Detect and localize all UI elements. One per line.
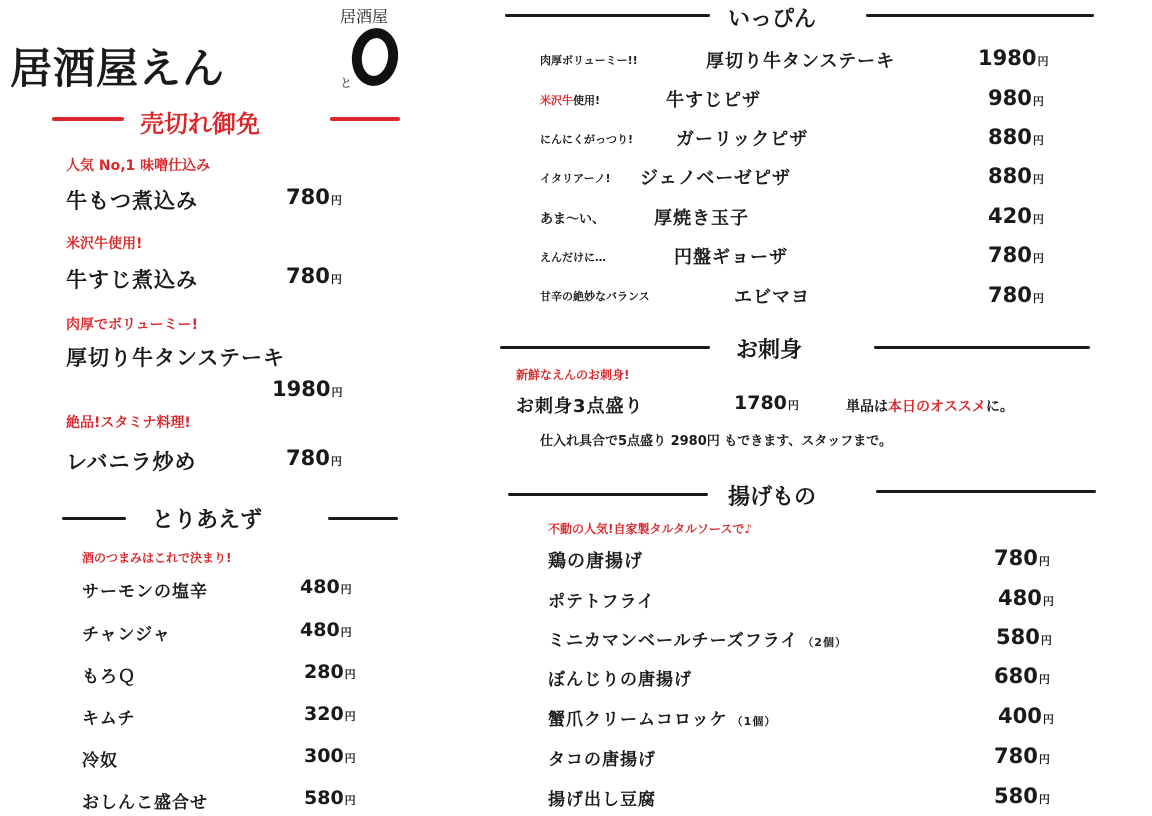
menu-item-name: 揚げ出し豆腐 <box>548 790 656 810</box>
menu-item-price: 280円 <box>304 661 356 683</box>
special-item-price: 780円 <box>286 185 342 209</box>
menu-item-name: もろＱ <box>82 667 136 687</box>
sashimi-subnote: 仕入れ具合で5点盛り 2980円 もできます、スタッフまで。 <box>540 434 892 449</box>
menu-item-name: チャンジャ <box>82 625 171 645</box>
menu-item-name: ミニカマンベールチーズフライ （2個） <box>548 631 847 651</box>
menu-item-price: 1980円 <box>978 46 1049 70</box>
special-tag: 米沢牛使用! <box>66 236 143 252</box>
menu-item-name: ポテトフライ <box>548 592 655 612</box>
menu-item-name: キムチ <box>82 709 136 729</box>
section-heading-toriaezu: とりあえず <box>152 508 263 533</box>
special-item-price: 780円 <box>286 446 342 470</box>
section-tag: 酒のつまみはこれで決まり! <box>82 551 232 565</box>
item-tag: イタリアーノ! <box>540 172 611 185</box>
special-tag: 絶品!スタミナ料理! <box>66 415 191 431</box>
shop-name: 居酒屋えん <box>10 44 226 93</box>
heading-rule-left <box>508 493 708 496</box>
menu-item-price: 480円 <box>300 576 352 598</box>
heading-rule-left <box>62 517 126 520</box>
logo-caption: 居酒屋 <box>340 7 389 26</box>
menu-item-name: 鶏の唐揚げ <box>548 551 643 572</box>
menu-item-price: 780円 <box>988 283 1044 307</box>
item-tag: にんにくがっつり! <box>540 133 634 146</box>
menu-item-price: 780円 <box>988 243 1044 267</box>
special-item-name: 牛すじ煮込み <box>66 268 198 292</box>
heading-rule-right <box>876 490 1096 493</box>
special-tag: 肉厚でボリューミー! <box>66 317 198 333</box>
menu-item-name: ガーリックピザ <box>676 129 809 150</box>
menu-item-price: 580円 <box>996 625 1052 649</box>
item-tag: えんだけに… <box>540 251 606 264</box>
logo-seal: と <box>340 76 353 90</box>
heading-rule-right <box>874 346 1090 349</box>
menu-item-name: お刺身3点盛り <box>516 396 644 417</box>
item-tag: 米沢牛使用! <box>540 94 601 107</box>
sashimi-note: 単品は本日のオススメに。 <box>846 399 1014 415</box>
special-item-name: レバニラ炒め <box>66 450 197 474</box>
menu-item-price: 780円 <box>994 744 1050 768</box>
section-heading-sashimi: お刺身 <box>736 338 803 363</box>
section-tag: 新鮮なえんのお刺身! <box>516 368 630 382</box>
special-item-name: 厚切り牛タンステーキ <box>66 346 285 370</box>
menu-item-name: タコの唐揚げ <box>548 750 656 770</box>
menu-item-price: 400円 <box>998 704 1054 728</box>
menu-item-name: 蟹爪クリームコロッケ （1個） <box>548 710 777 730</box>
menu-item-name: エビマヨ <box>734 287 810 308</box>
menu-item-price: 300円 <box>304 745 356 767</box>
item-tag: あま～い、 <box>540 212 606 227</box>
menu-item-price: 480円 <box>998 586 1054 610</box>
menu-item-name: サーモンの塩辛 <box>82 582 208 602</box>
menu-item-name: おしんこ盛合せ <box>82 793 208 813</box>
menu-item-name: ジェノベーゼピザ <box>640 168 791 189</box>
menu-item-price: 480円 <box>300 619 352 641</box>
enso-circle-logo <box>348 25 402 89</box>
menu-item-price: 680円 <box>994 664 1050 688</box>
menu-item-price: 580円 <box>304 787 356 809</box>
heading-rule-right <box>330 117 400 121</box>
menu-item-name: 冷奴 <box>82 751 118 771</box>
menu-item-name: 牛すじピザ <box>666 90 761 111</box>
special-tag: 人気 No,1 味噌仕込み <box>66 158 211 174</box>
menu-item-name: 厚焼き玉子 <box>654 208 749 229</box>
heading-rule-left <box>500 346 710 349</box>
section-heading-ippin: いっぴん <box>728 7 817 32</box>
menu-item-price: 320円 <box>304 703 356 725</box>
item-tag: 肉厚ボリューミー!! <box>540 54 638 67</box>
menu-item-price: 580円 <box>994 784 1050 808</box>
menu-item-price: 420円 <box>988 204 1044 228</box>
heading-rule-left <box>52 117 124 121</box>
special-item-name: 牛もつ煮込み <box>66 189 198 213</box>
heading-rule-right <box>866 14 1094 17</box>
special-item-price: 780円 <box>286 264 342 288</box>
section-heading-urikire: 売切れ御免 <box>140 110 260 138</box>
menu-item-price: 880円 <box>988 164 1044 188</box>
menu-item-price: 780円 <box>994 546 1050 570</box>
section-tag: 不動の人気!自家製タルタルソースで♪ <box>548 522 753 536</box>
heading-rule-left <box>505 14 710 17</box>
section-heading-agemono: 揚げもの <box>728 485 817 510</box>
menu-item-price: 880円 <box>988 125 1044 149</box>
item-tag: 甘辛の絶妙なバランス <box>540 290 650 303</box>
menu-item-name: 円盤ギョーザ <box>674 247 788 268</box>
special-item-price: 1980円 <box>272 377 343 401</box>
menu-item-name: 厚切り牛タンステーキ <box>706 51 896 72</box>
heading-rule-right <box>328 517 398 520</box>
menu-item-price: 1780円 <box>734 392 799 414</box>
menu-item-price: 980円 <box>988 86 1044 110</box>
menu-item-name: ぼんじりの唐揚げ <box>548 670 692 690</box>
